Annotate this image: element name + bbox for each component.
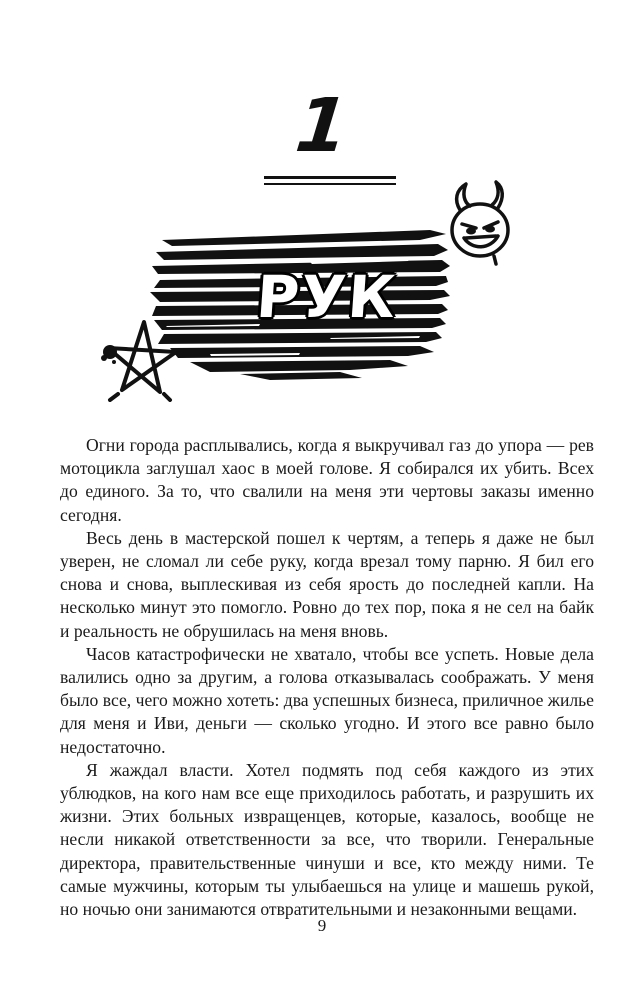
paragraph: Часов катастрофически не хватало, чтобы все успеть. Новые дела валились одно за другим, а голова отказывалась соображать. У меня было все, чего можно хотеть: два успешных бизнеса, приличное жилье для меня и Иви, деньги — сколько угодно. И этого все равно было недостаточно.	[60, 643, 594, 757]
paragraph: Огни города расплывались, когда я выкручивал газ до упора — рев мотоцикла заглушал хаос в моей голове. Я собирался их убить. Всех до единого. За то, что свалили на меня эти чертовы заказы именно сегодня.	[60, 435, 594, 525]
paragraph: Я жаждал власти. Хотел подмять под себя каждого из этих ублюдков, на кого нам все еще приходилось работать, и разрушить их жизни. Этих больных извращенцев, которые, казалось, вообще не несли никакой ответственности за все, что творили. Генеральные директора, правительственные чинуши и все, кто между ними. Те самые мужчины, которым ты улыбаешься на улице и машешь рукой, но ночью они занимаются отвратительными и незаконными вещами.	[60, 759, 594, 920]
chapter-number: 1	[291, 83, 353, 169]
chapter-rule-bottom	[264, 183, 396, 185]
devil-face-icon	[438, 178, 522, 268]
chapter-rule-top	[264, 176, 396, 179]
pentagram-icon	[100, 312, 190, 402]
chapter-name: РУК	[254, 263, 400, 331]
page-number: 9	[317, 916, 327, 935]
body-text	[60, 434, 594, 921]
paragraph: Весь день в мастерской пошел к чертям, а теперь я даже не был уверен, не сломал ли себе руку, когда врезал тому парню. Я бил его снова и снова, выплескивая из себя ярость до последней капли. На несколько минут это помогло. Ровно до тех пор, пока я не сел на байк и реальность не обрушилась на меня вновь.	[60, 527, 594, 641]
